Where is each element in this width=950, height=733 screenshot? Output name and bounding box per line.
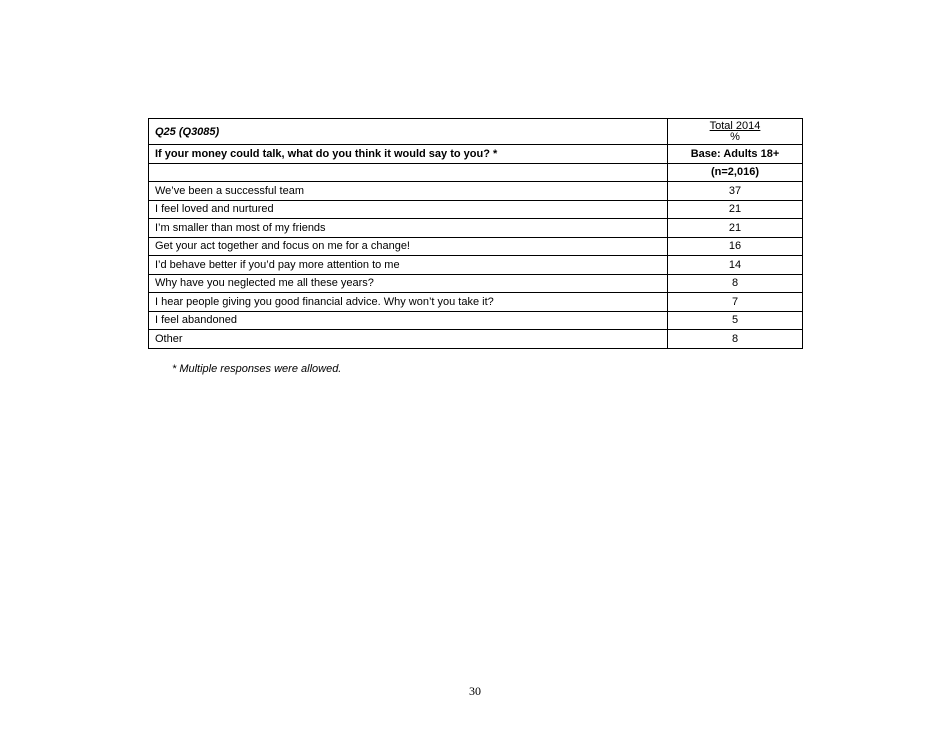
sample-size-row — [149, 163, 803, 182]
row-label: I hear people giving you good financial advice. Why won’t you take it? — [149, 293, 668, 312]
table-row — [149, 200, 803, 219]
row-value: 14 — [668, 256, 803, 275]
table-row — [149, 256, 803, 275]
question-text-row — [149, 145, 803, 164]
survey-table — [148, 118, 803, 349]
table-row — [149, 274, 803, 293]
page-number: 30 — [469, 684, 481, 698]
question-code-row — [149, 119, 803, 145]
row-value: 21 — [668, 200, 803, 219]
sample-size: (n=2,016) — [668, 163, 803, 182]
row-label: Why have you neglected me all these years? — [149, 274, 668, 293]
row-value: 8 — [668, 274, 803, 293]
row-value: 37 — [668, 182, 803, 201]
empty-cell — [149, 163, 668, 182]
row-value: 16 — [668, 237, 803, 256]
row-label: Other — [149, 330, 668, 349]
row-label: I feel abandoned — [149, 311, 668, 330]
table-row — [149, 293, 803, 312]
row-value: 5 — [668, 311, 803, 330]
table-row — [149, 311, 803, 330]
row-label: Get your act together and focus on me for a change! — [149, 237, 668, 256]
row-label: I’m smaller than most of my friends — [149, 219, 668, 238]
row-label: We’ve been a successful team — [149, 182, 668, 201]
row-value: 7 — [668, 293, 803, 312]
footnote: * Multiple responses were allowed. — [172, 363, 342, 375]
question-code: Q25 (Q3085) — [149, 119, 668, 145]
column-base: Base: Adults 18+ — [668, 145, 803, 164]
row-label: I’d behave better if you’d pay more attention to me — [149, 256, 668, 275]
table-row — [149, 330, 803, 349]
question-text: If your money could talk, what do you think it would say to you? * — [149, 145, 668, 164]
table-row — [149, 237, 803, 256]
column-header — [668, 119, 803, 145]
row-value: 8 — [668, 330, 803, 349]
row-label: I feel loved and nurtured — [149, 200, 668, 219]
table-row — [149, 182, 803, 201]
row-value: 21 — [668, 219, 803, 238]
table-row — [149, 219, 803, 238]
column-title: Total 2014 — [709, 119, 761, 132]
column-unit: % — [730, 130, 740, 143]
